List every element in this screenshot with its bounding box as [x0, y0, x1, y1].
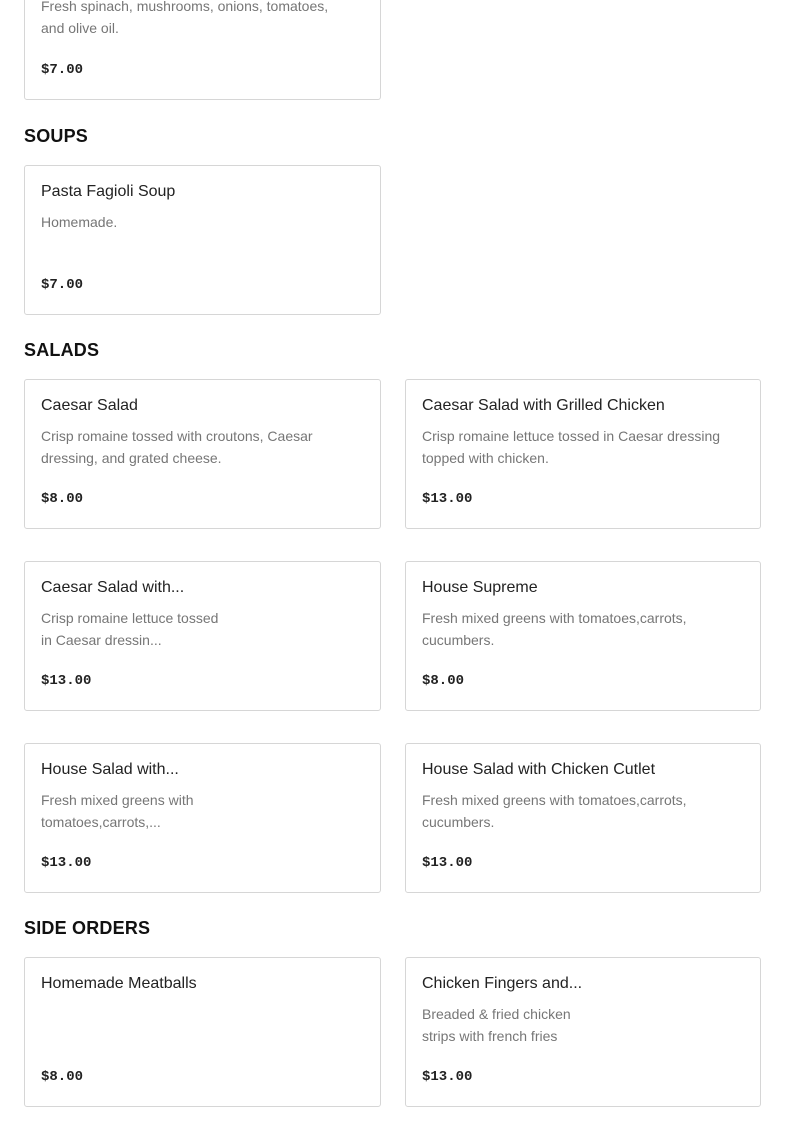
menu-item-description: Fresh mixed greens with tomatoes,carrots, cucumbers.: [422, 792, 687, 830]
menu-item-card[interactable]: [24, 743, 381, 893]
menu-item-description: Crisp romaine tossed with croutons, Caesar dressing, and grated cheese.: [41, 428, 313, 466]
menu-item-card[interactable]: [405, 379, 761, 529]
menu-item-description: Fresh mixed greens with tomatoes,carrots,...: [41, 792, 194, 830]
menu-item-description: Homemade.: [41, 214, 118, 230]
menu-item-card[interactable]: [405, 561, 761, 711]
menu-item-name: Caesar Salad with Grilled Chicken: [422, 397, 665, 414]
menu-item-price: $8.00: [422, 673, 465, 689]
menu-item-name: Homemade Meatballs: [41, 975, 197, 992]
menu-item-price: $13.00: [422, 491, 473, 507]
menu-item-price: $13.00: [41, 855, 92, 871]
menu-item-name: Chicken Fingers and...: [422, 975, 583, 992]
section-title-salads: SALADS: [24, 340, 100, 360]
menu-item-card[interactable]: [24, 957, 381, 1107]
menu-item-description: Fresh spinach, mushrooms, onions, tomatoes, and olive oil.: [41, 0, 329, 36]
menu-item-description: Fresh mixed greens with tomatoes,carrots, cucumbers.: [422, 610, 687, 648]
menu-item-card[interactable]: [24, 165, 381, 315]
menu-item-name: House Salad with Chicken Cutlet: [422, 761, 656, 778]
menu-item-name: House Supreme: [422, 579, 538, 596]
menu-item-name: Pasta Fagioli Soup: [41, 183, 176, 200]
menu-item-price: $13.00: [422, 1069, 473, 1085]
menu-item-price: $13.00: [41, 673, 92, 689]
menu-item-card[interactable]: [405, 743, 761, 893]
menu-item-description: Crisp romaine lettuce tossed in Caesar dressing topped with chicken.: [422, 428, 721, 466]
menu-item-price: $8.00: [41, 491, 84, 507]
menu-item-price: $8.00: [41, 1069, 84, 1085]
menu-item-price: $7.00: [41, 62, 84, 78]
menu-item-name: Caesar Salad: [41, 397, 138, 414]
menu-item-card[interactable]: [24, 561, 381, 711]
menu-item-card[interactable]: [24, 379, 381, 529]
menu-item-card[interactable]: [24, 0, 381, 100]
menu-item-name: House Salad with...: [41, 761, 179, 778]
menu-item-description: Crisp romaine lettuce tossed in Caesar dressin...: [41, 610, 219, 648]
section-title-soups: SOUPS: [24, 126, 89, 146]
menu-item-name: Caesar Salad with...: [41, 579, 185, 596]
menu-item-price: $13.00: [422, 855, 473, 871]
section-title-side-orders: SIDE ORDERS: [24, 918, 151, 938]
menu-item-card[interactable]: [405, 957, 761, 1107]
menu-item-price: $7.00: [41, 277, 84, 293]
menu-item-description: Breaded & fried chicken strips with french fries: [422, 1006, 571, 1044]
